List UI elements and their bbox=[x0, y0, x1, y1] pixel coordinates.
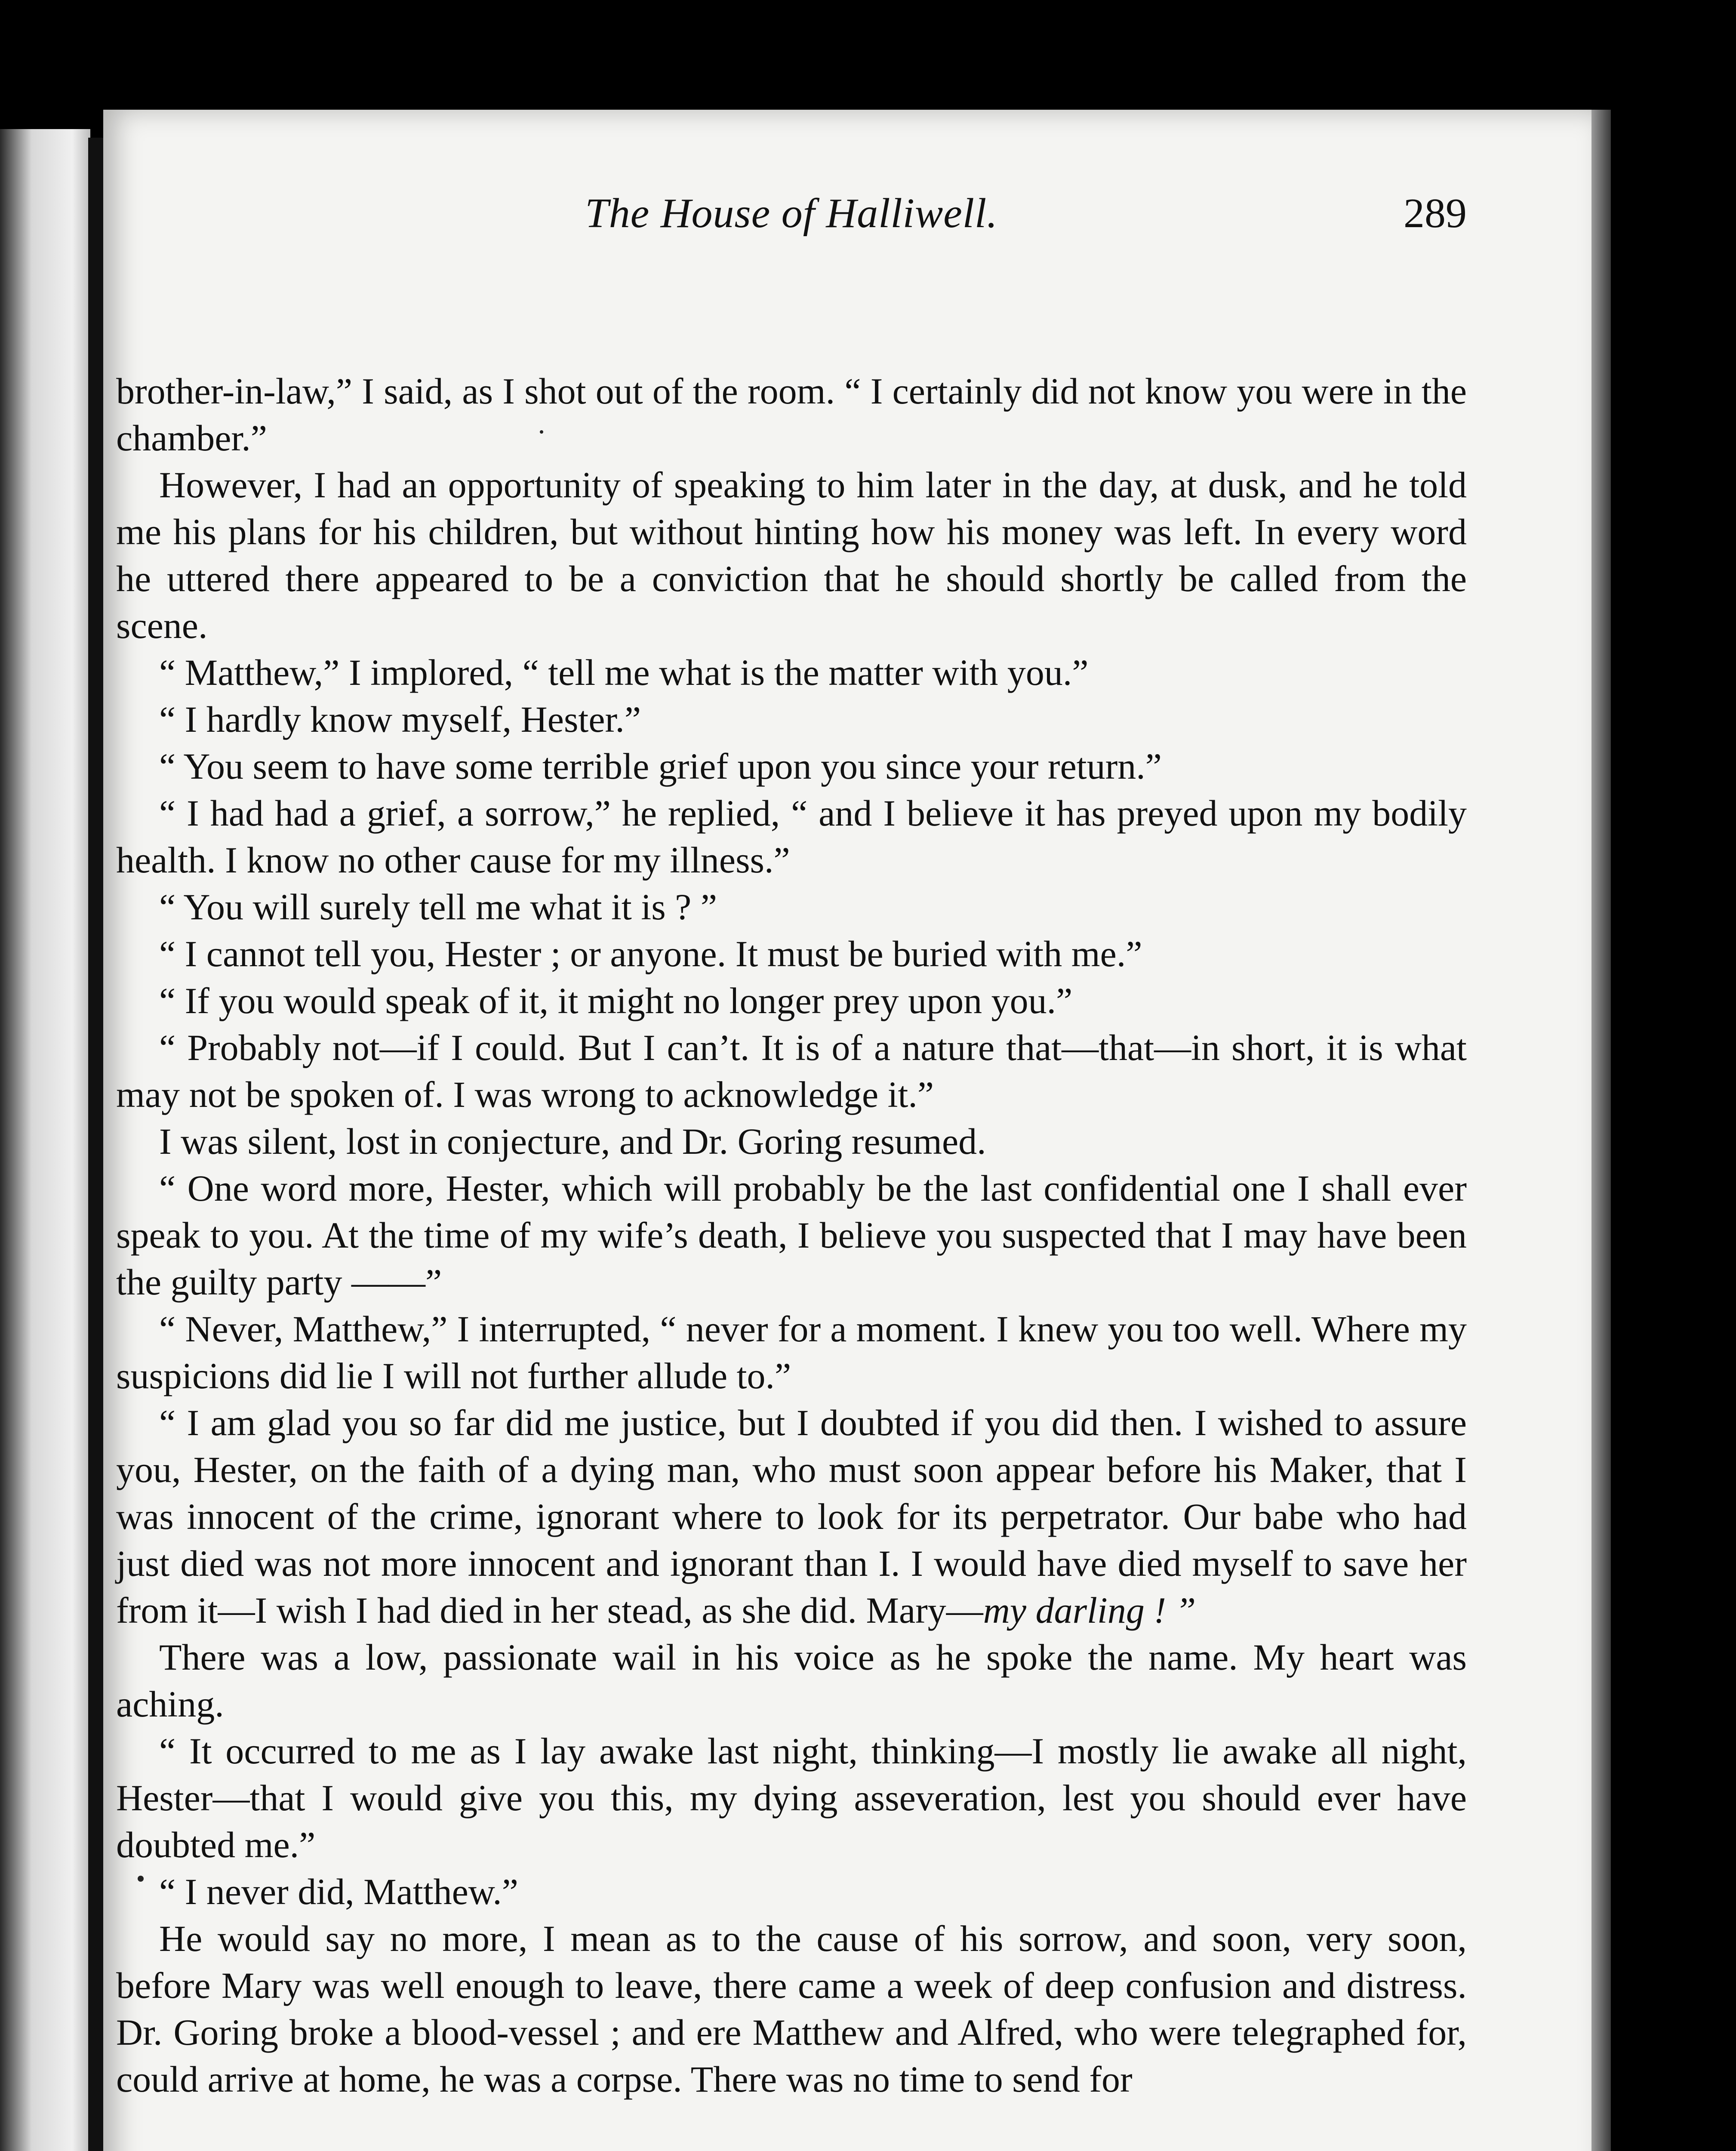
italic-fragment: my darling ! ” bbox=[983, 1590, 1196, 1631]
body-text bbox=[116, 368, 1467, 2103]
paragraph-6: “ You will surely tell me what it is ? ” bbox=[159, 886, 717, 928]
paragraph-10: I was silent, lost in conjecture, and Dr. Goring resumed. bbox=[159, 1121, 986, 1162]
paragraph-14: There was a low, passionate wail in his voice as he spoke the name. My heart was aching. bbox=[116, 1636, 1467, 1725]
page-right-edge bbox=[1591, 110, 1611, 2151]
paper-speck bbox=[540, 430, 543, 434]
paragraph-12: “ Never, Matthew,” I interrupted, “ never for a moment. I knew you too well. Where my suspicions did lie I will not further allude to.” bbox=[116, 1308, 1467, 1396]
paragraph-7: “ I cannot tell you, Hester ; or anyone. It must be buried with me.” bbox=[159, 933, 1142, 974]
book-gutter bbox=[88, 138, 105, 2151]
paragraph-4: “ You seem to have some terrible grief upon you since your return.” bbox=[159, 746, 1162, 787]
left-page-edge bbox=[0, 129, 90, 2151]
paragraph-11: “ One word more, Hester, which will probably be the last confidential one I shall ever speak to you. At the time of my wife’s death, I believe you suspected that I may have been the guilty party ——” bbox=[116, 1168, 1467, 1303]
paragraph-5: “ I had had a grief, a sorrow,” he replied, “ and I believe it has preyed upon my bodily health. I know no other cause for my illness.” bbox=[116, 792, 1467, 881]
paragraph-3: “ I hardly know myself, Hester.” bbox=[159, 699, 641, 740]
paragraph-16: “ I never did, Matthew.” bbox=[159, 1871, 518, 1912]
running-title: The House of Halliwell. bbox=[585, 190, 998, 237]
page-number: 289 bbox=[1404, 190, 1467, 237]
paragraph-9: “ Probably not—if I could. But I can’t. It is of a nature that—that—in short, it is what may not be spoken of. I was wrong to acknowledge it.” bbox=[116, 1027, 1467, 1115]
page-header bbox=[116, 189, 1467, 254]
paragraph-17: He would say no more, I mean as to the cause of his sorrow, and soon, very soon, before Mary was well enough to leave, there came a week of deep confusion and distress. Dr. Goring broke a blood-vessel ; and ere Matthew and Alfred, who were telegraphed for, could arrive at home, he was a corpse. There was no time to send for bbox=[116, 1918, 1467, 2100]
paragraph-8: “ If you would speak of it, it might no longer prey upon you.” bbox=[159, 980, 1073, 1021]
paragraph-1: However, I had an opportunity of speaking to him later in the day, at dusk, and he told me his plans for his children, but without hinting how his money was left. In every word he uttered there appeared to be a conviction that he should shortly be called from the scene. bbox=[116, 464, 1467, 646]
paragraph-0: brother-in-law,” I said, as I shot out of the room. “ I certainly did not know you were in the chamber.” bbox=[116, 370, 1467, 459]
paper-speck bbox=[138, 1876, 144, 1882]
paragraph-2: “ Matthew,” I implored, “ tell me what is the matter with you.” bbox=[159, 652, 1089, 693]
paragraph-15: “ It occurred to me as I lay awake last night, thinking—I mostly lie awake all night, Hester—that I would give you this, my dying asseveration, lest you should ever have doubted me.” bbox=[116, 1730, 1467, 1865]
paragraph-13: “ I am glad you so far did me justice, but I doubted if you did then. I wished to assure you, Hester, on the faith of a dying man, who must soon appear before his Maker, that I was innocent of the crime, ignorant where to look for its perpetrator. Our babe who had just died was not more innocent and ignorant than I. I would have died myself to save her from it—I wish I had died in her stead, as she did. Mary—my darling ! ” bbox=[116, 1402, 1467, 1631]
